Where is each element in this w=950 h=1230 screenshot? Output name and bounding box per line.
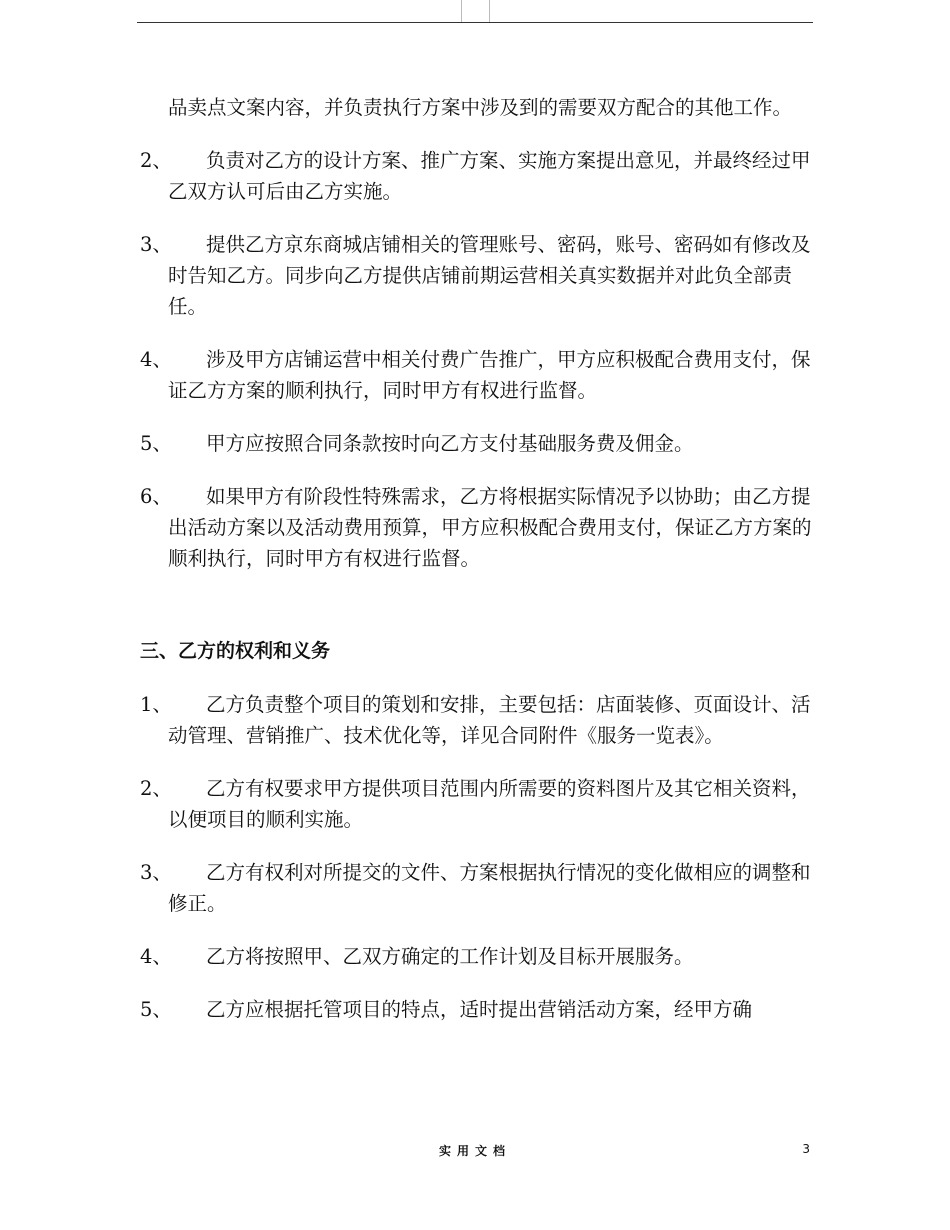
list-item	[140, 857, 816, 919]
item-text: 乙方负责整个项目的策划和安排，主要包括：店面装修、页面设计、活动管理、营销推广、技术优化等，详见合同附件《服务一览表》。	[168, 693, 811, 747]
item-text: 涉及甲方店铺运营中相关付费广告推广，甲方应积极配合费用支付，保证乙方方案的顺利执行，同时甲方有权进行监督。	[168, 348, 811, 402]
list-item	[140, 941, 816, 972]
section-heading: 三、乙方的权利和义务	[140, 640, 331, 662]
item-number: 3、	[140, 233, 172, 256]
party-a-obligations-list	[140, 145, 816, 574]
item-number: 2、	[140, 149, 172, 172]
item-text: 提供乙方京东商城店铺相关的管理账号、密码，账号、密码如有修改及时告知乙方。同步向乙方提供店铺前期运营相关真实数据并对此负全部责任。	[168, 233, 811, 318]
header-cell-divider	[461, 0, 462, 22]
item-number: 4、	[140, 945, 172, 968]
party-b-rights-list	[140, 689, 816, 1025]
list-item	[140, 689, 816, 751]
footer-label: 实用文档	[438, 1144, 511, 1158]
list-item	[140, 428, 816, 459]
item-text: 负责对乙方的设计方案、推广方案、实施方案提出意见，并最终经过甲乙双方认可后由乙方实施。	[168, 149, 811, 203]
item-number: 6、	[140, 485, 172, 508]
header-rule	[137, 22, 813, 23]
continuation-paragraph: 品卖点文案内容，并负责执行方案中涉及到的需要双方配合的其他工作。	[168, 96, 793, 119]
item-number: 2、	[140, 777, 172, 800]
page-number: 3	[802, 1142, 810, 1156]
header-cell-divider	[489, 0, 490, 22]
item-text: 乙方有权利对所提交的文件、方案根据执行情况的变化做相应的调整和修正。	[168, 861, 811, 915]
item-text: 乙方应根据托管项目的特点，适时提出营销活动方案，经甲方确	[206, 998, 753, 1021]
list-item	[140, 344, 816, 406]
item-number: 5、	[140, 998, 172, 1021]
item-text: 如果甲方有阶段性特殊需求，乙方将根据实际情况予以协助；由乙方提出活动方案以及活动费用预算，甲方应积极配合费用支付，保证乙方方案的顺利执行，同时甲方有权进行监督。	[168, 485, 812, 570]
item-number: 4、	[140, 348, 172, 371]
list-item	[140, 229, 816, 322]
list-item	[140, 773, 816, 835]
item-text: 乙方有权要求甲方提供项目范围内所需要的资料图片及其它相关资料，以便项目的顺利实施。	[168, 777, 811, 831]
item-text: 乙方将按照甲、乙双方确定的工作计划及目标开展服务。	[206, 945, 694, 968]
item-text: 甲方应按照合同条款按时向乙方支付基础服务费及佣金。	[206, 432, 694, 455]
item-number: 5、	[140, 432, 172, 455]
document-body	[140, 92, 816, 1047]
list-item	[140, 145, 816, 207]
item-number: 3、	[140, 861, 172, 884]
item-number: 1、	[140, 693, 172, 716]
list-item	[140, 994, 816, 1025]
list-item	[140, 481, 816, 574]
